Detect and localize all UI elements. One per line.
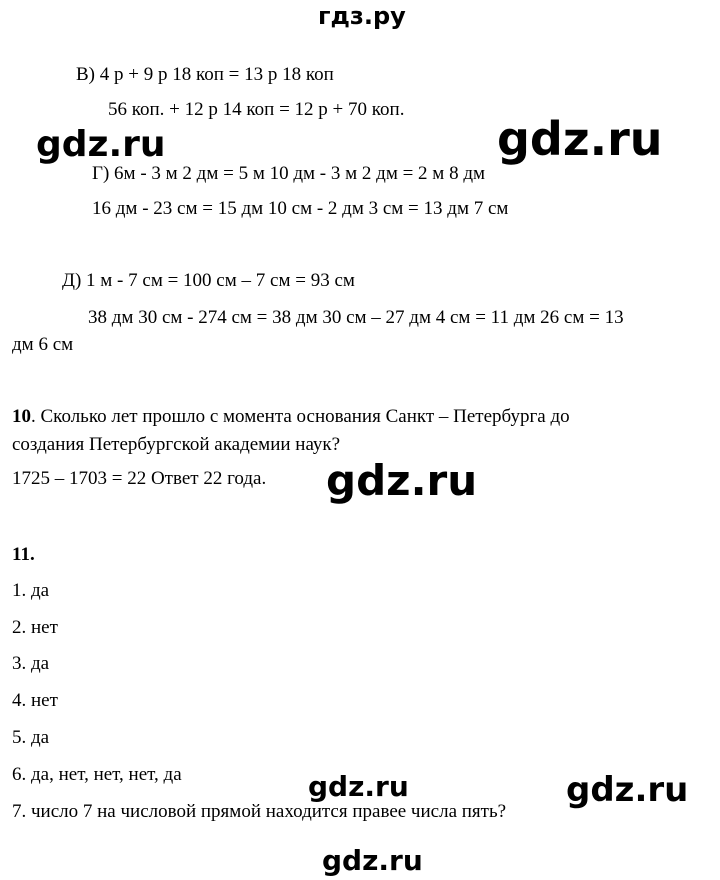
task10-question-text: . Сколько лет прошло с момента основания Санкт – Петербурга до [31, 406, 570, 427]
task11-item: 3. да [12, 653, 50, 674]
task10-number: 10 [12, 406, 31, 427]
task9-d-line2a: 38 дм 30 см - 274 см = 38 дм 30 см – 27 дм 4 см = 11 дм 26 см = 13 [88, 307, 624, 328]
task9-d-line1: Д) 1 м - 7 см = 100 см – 7 см = 93 см [62, 270, 355, 291]
task9-d-line2b: дм 6 см [12, 334, 74, 355]
task11-item: 6. да, нет, нет, нет, да [12, 764, 182, 785]
watermark-logo: gdz.ru [322, 844, 423, 877]
site-header: гдз.ру [318, 2, 406, 30]
task11-item: 1. да [12, 580, 50, 601]
task9-g-line1: Г) 6м - 3 м 2 дм = 5 м 10 дм - 3 м 2 дм = 2 м 8 дм [92, 163, 486, 184]
task10-question-line2: создания Петербургской академии наук? [12, 434, 341, 455]
task11-item: 7. число 7 на числовой прямой находится правее числа пять? [12, 801, 507, 822]
watermark-logo: gdz.ru [308, 770, 409, 803]
task11-number: 11. [12, 544, 35, 565]
watermark-logo: gdz.ru [326, 456, 478, 505]
task10-question-line1 [12, 406, 570, 428]
task9-g-line2: 16 дм - 23 см = 15 дм 10 см - 2 дм 3 см = 13 дм 7 см [92, 198, 509, 219]
task11-item: 5. да [12, 727, 50, 748]
task10-answer: 1725 – 1703 = 22 Ответ 22 года. [12, 468, 267, 489]
watermark-logo: gdz.ru [497, 112, 663, 166]
watermark-logo: gdz.ru [566, 770, 689, 810]
watermark-logo: gdz.ru [36, 124, 166, 165]
task11-item: 2. нет [12, 617, 58, 638]
task9-v-line2: 56 коп. + 12 р 14 коп = 12 р + 70 коп. [108, 99, 405, 120]
task11-item: 4. нет [12, 690, 58, 711]
task9-v-line1: В) 4 р + 9 р 18 коп = 13 р 18 коп [76, 64, 334, 85]
